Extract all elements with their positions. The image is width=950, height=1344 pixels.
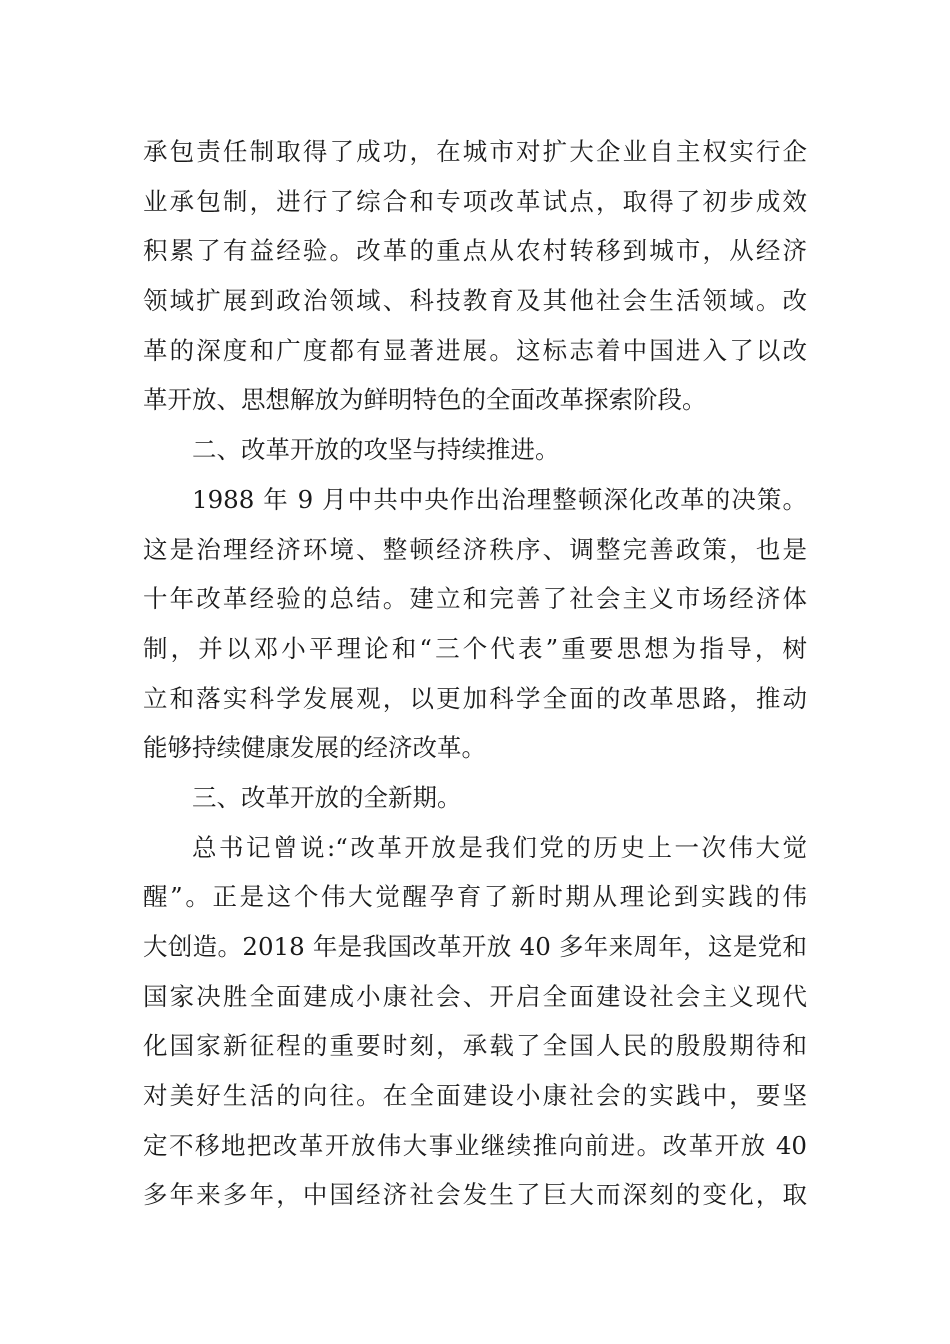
text-line: 十年改革经验的总结。建立和完善了社会主义市场经济体 [143,584,807,614]
body-text [143,127,807,1220]
text-line: 化国家新征程的重要时刻，承载了全国人民的殷殷期待和 [143,1031,807,1061]
text-line: 革的深度和广度都有显著进展。这标志着中国进入了以改 [143,335,807,365]
text-line: 多年来多年，中国经济社会发生了巨大而深刻的变化，取 [143,1180,807,1210]
text-line: 定不移地把改革开放伟大事业继续推向前进。改革开放 40 [143,1130,807,1160]
text-line: 革开放、思想解放为鲜明特色的全面改革探索阶段。 [143,385,707,415]
text-line: 承包责任制取得了成功，在城市对扩大企业自主权实行企 [143,137,807,166]
text-line: 领域扩展到政治领域、科技教育及其他社会生活领域。改 [143,286,807,316]
text-line: 对美好生活的向往。在全面建设小康社会的实践中，要坚 [143,1081,807,1111]
text-line: 1988 年 9 月中共中央作出治理整顿深化改革的决策。 [192,484,807,514]
text-line: 积累了有益经验。改革的重点从农村转移到城市，从经济 [143,236,807,266]
section-heading: 三、改革开放的全新期。 [192,782,462,812]
text-line: 制，并以邓小平理论和“三个代表”重要思想为指导，树 [143,633,807,663]
text-line: 立和落实科学发展观，以更加科学全面的改革思路，推动 [143,683,807,713]
section-heading: 二、改革开放的攻坚与持续推进。 [192,435,560,465]
text-line: 这是治理经济环境、整顿经济秩序、调整完善政策，也是 [143,534,807,564]
text-line: 国家决胜全面建成小康社会、开启全面建设社会主义现代 [143,981,807,1011]
text-line: 能够持续健康发展的经济改革。 [143,733,486,763]
text-line: 业承包制，进行了综合和专项改革试点，取得了初步成效 [143,186,807,216]
text-line: 大创造。2018 年是我国改革开放 40 多年来周年，这是党和 [143,932,807,961]
text-line: 醒”。正是这个伟大觉醒孕育了新时期从理论到实践的伟 [143,882,807,912]
text-line: 总书记曾说:“改革开放是我们党的历史上一次伟大觉 [192,832,807,862]
